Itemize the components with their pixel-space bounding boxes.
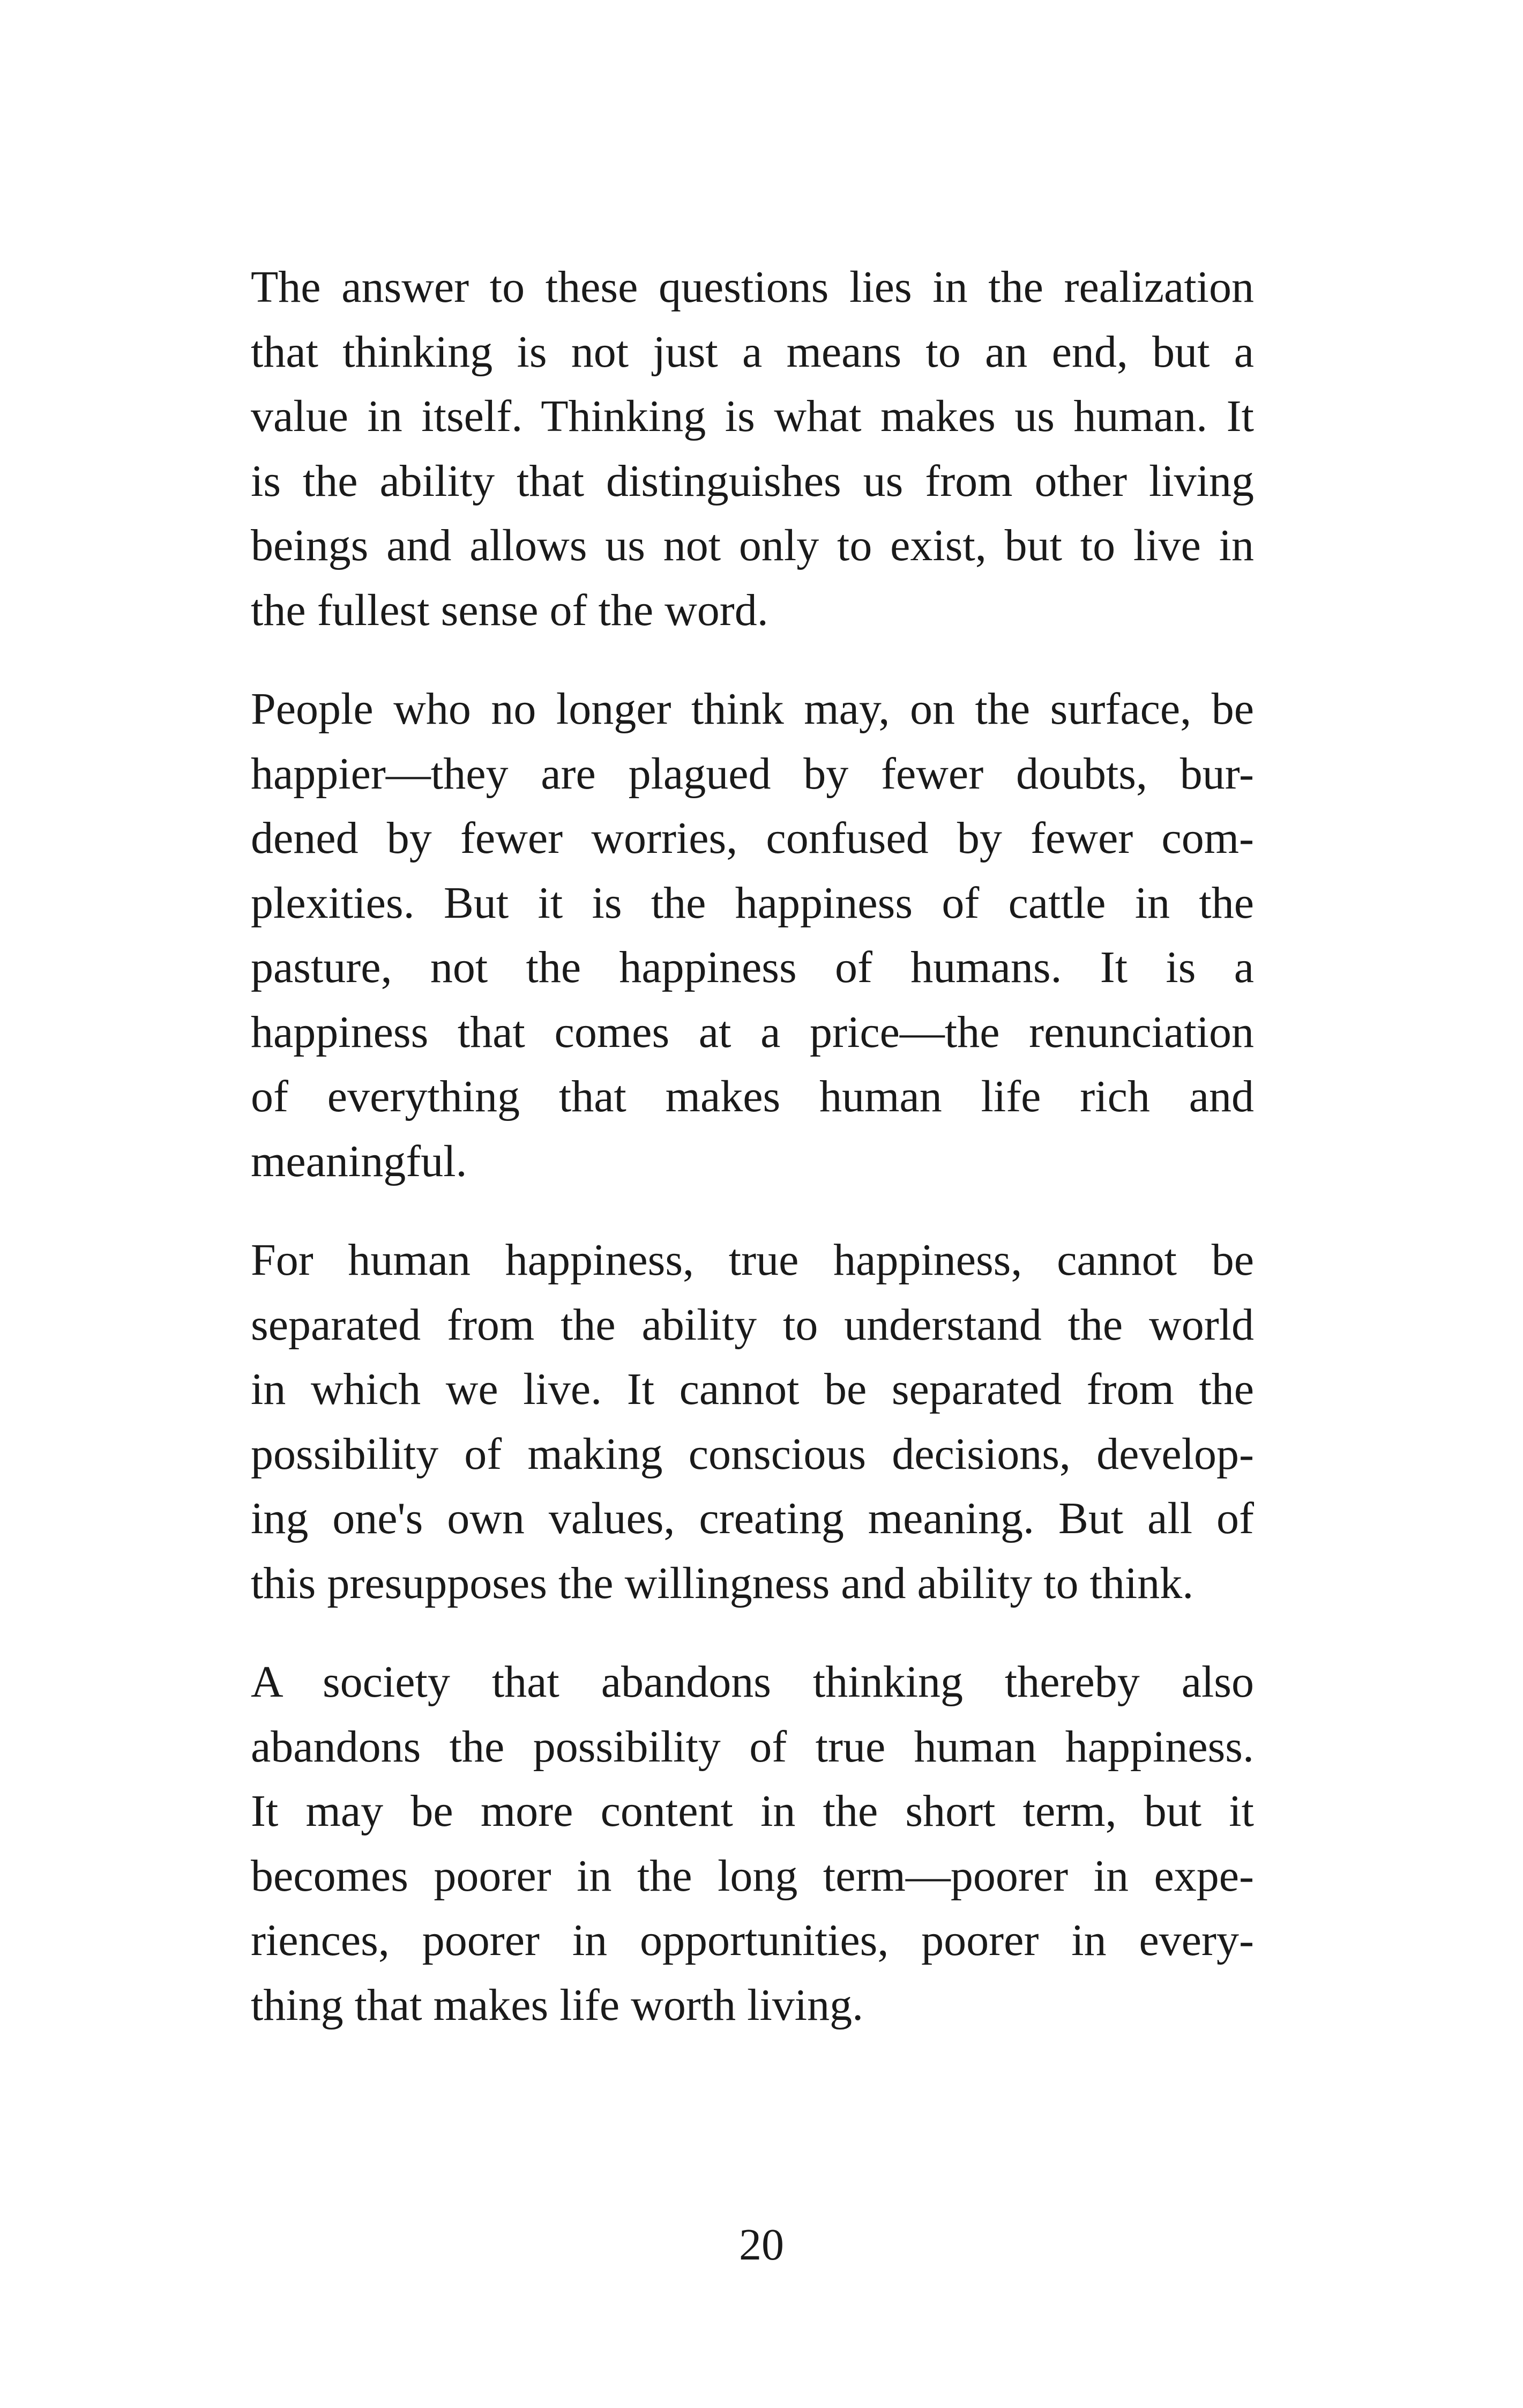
text-line: separated from the ability to understand the world [251, 1299, 1254, 1350]
paragraph-3 [251, 1228, 1254, 1616]
text-line: becomes poorer in the long term—poorer in expe- [251, 1850, 1254, 1901]
text-line: ing one's own values, creating meaning. But all of [251, 1493, 1254, 1543]
text-line: thing that makes life worth living. [251, 1980, 864, 2030]
text-line: meaningful. [251, 1136, 467, 1186]
text-line: For human happiness, true happiness, cannot be [251, 1235, 1254, 1285]
text-line: in which we live. It cannot be separated from the [251, 1364, 1254, 1414]
paragraph-1 [251, 255, 1254, 643]
paragraph-2 [251, 677, 1254, 1194]
text-line: It may be more content in the short term, but it [251, 1786, 1254, 1836]
page-number: 20 [739, 2220, 784, 2270]
body-text [251, 255, 1254, 2072]
text-line: beings and allows us not only to exist, but to live in [251, 521, 1254, 570]
text-line: abandons the possibility of true human happiness. [251, 1721, 1254, 1772]
text-line: happier—they are plagued by fewer doubts, bur- [251, 748, 1254, 799]
text-line: possibility of making conscious decisions, develop- [251, 1429, 1254, 1479]
text-line: value in itself. Thinking is what makes us human. It [251, 391, 1254, 441]
text-line: of everything that makes human life rich and [251, 1072, 1254, 1121]
text-line: happiness that comes at a price—the renunciation [251, 1007, 1254, 1057]
text-line: dened by fewer worries, confused by fewer com- [251, 813, 1254, 863]
text-line: is the ability that distinguishes us from other living [251, 456, 1254, 506]
text-line: this presupposes the willingness and ability to think. [251, 1558, 1194, 1608]
text-line: the fullest sense of the word. [251, 585, 768, 635]
text-line: People who no longer think may, on the surface, be [251, 684, 1254, 734]
text-line: plexities. But it is the happiness of cattle in the [251, 878, 1254, 928]
text-line: The answer to these questions lies in the realization [251, 262, 1254, 312]
text-line: pasture, not the happiness of humans. It is a [251, 942, 1254, 992]
text-line: A society that abandons thinking thereby also [251, 1657, 1254, 1707]
paragraph-4 [251, 1650, 1254, 2038]
text-line: riences, poorer in opportunities, poorer in every- [251, 1915, 1254, 1965]
text-line: that thinking is not just a means to an end, but a [251, 326, 1254, 377]
